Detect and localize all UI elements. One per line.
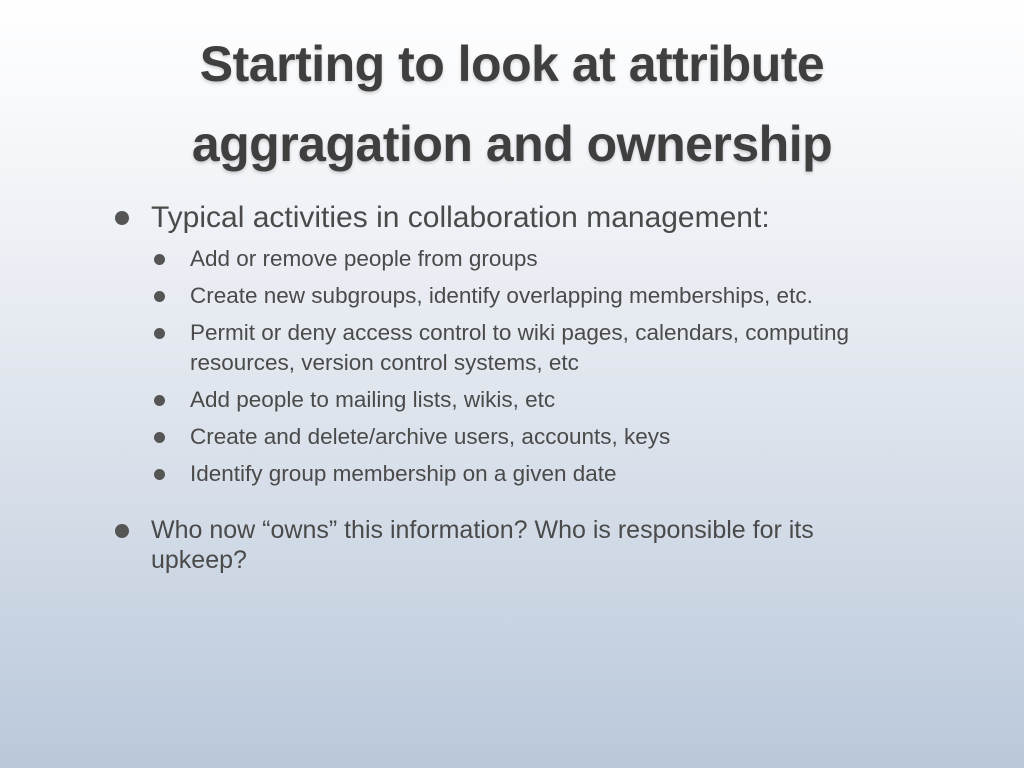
slide-title-line-2: aggragation and ownership (191, 116, 833, 172)
sub-bullet-dot-icon (154, 254, 165, 265)
sub-bullet-item (112, 422, 912, 452)
sub-bullet-dot-icon (154, 291, 165, 302)
bullet-item-collaboration-activities (112, 198, 912, 238)
bullet-dot-icon (115, 211, 129, 225)
slide-title-line-1: Starting to look at attribute (199, 36, 825, 92)
bullet-dot-icon (115, 524, 129, 538)
sub-bullet-dot-icon (154, 469, 165, 480)
sub-bullet-text: Permit or deny access control to wiki pages, calendars, computing resources, version control systems, etc (190, 320, 850, 375)
sub-bullet-text: Create new subgroups, identify overlapping memberships, etc. (190, 283, 813, 308)
sub-bullet-text: Add people to mailing lists, wikis, etc (190, 387, 556, 412)
sub-bullet-dot-icon (154, 432, 165, 443)
sub-bullet-item (112, 244, 912, 274)
sub-bullet-text: Create and delete/archive users, accounts, keys (190, 424, 671, 449)
sub-bullet-dot-icon (154, 328, 165, 339)
sub-bullet-item (112, 281, 912, 311)
bullet-text: Typical activities in collaboration management: (151, 201, 770, 234)
bullet-item-ownership-question (112, 515, 912, 575)
bullet-text: Who now “owns” this information? Who is responsible for its upkeep? (151, 516, 814, 574)
sub-bullet-dot-icon (154, 395, 165, 406)
sub-bullet-item (112, 459, 912, 489)
sub-bullet-item (112, 385, 912, 415)
sub-bullet-list (112, 244, 912, 489)
slide-body (112, 198, 912, 575)
sub-bullet-text: Add or remove people from groups (190, 246, 538, 271)
sub-bullet-item (112, 318, 912, 378)
slide-title (60, 24, 964, 184)
sub-bullet-text: Identify group membership on a given date (190, 461, 617, 486)
